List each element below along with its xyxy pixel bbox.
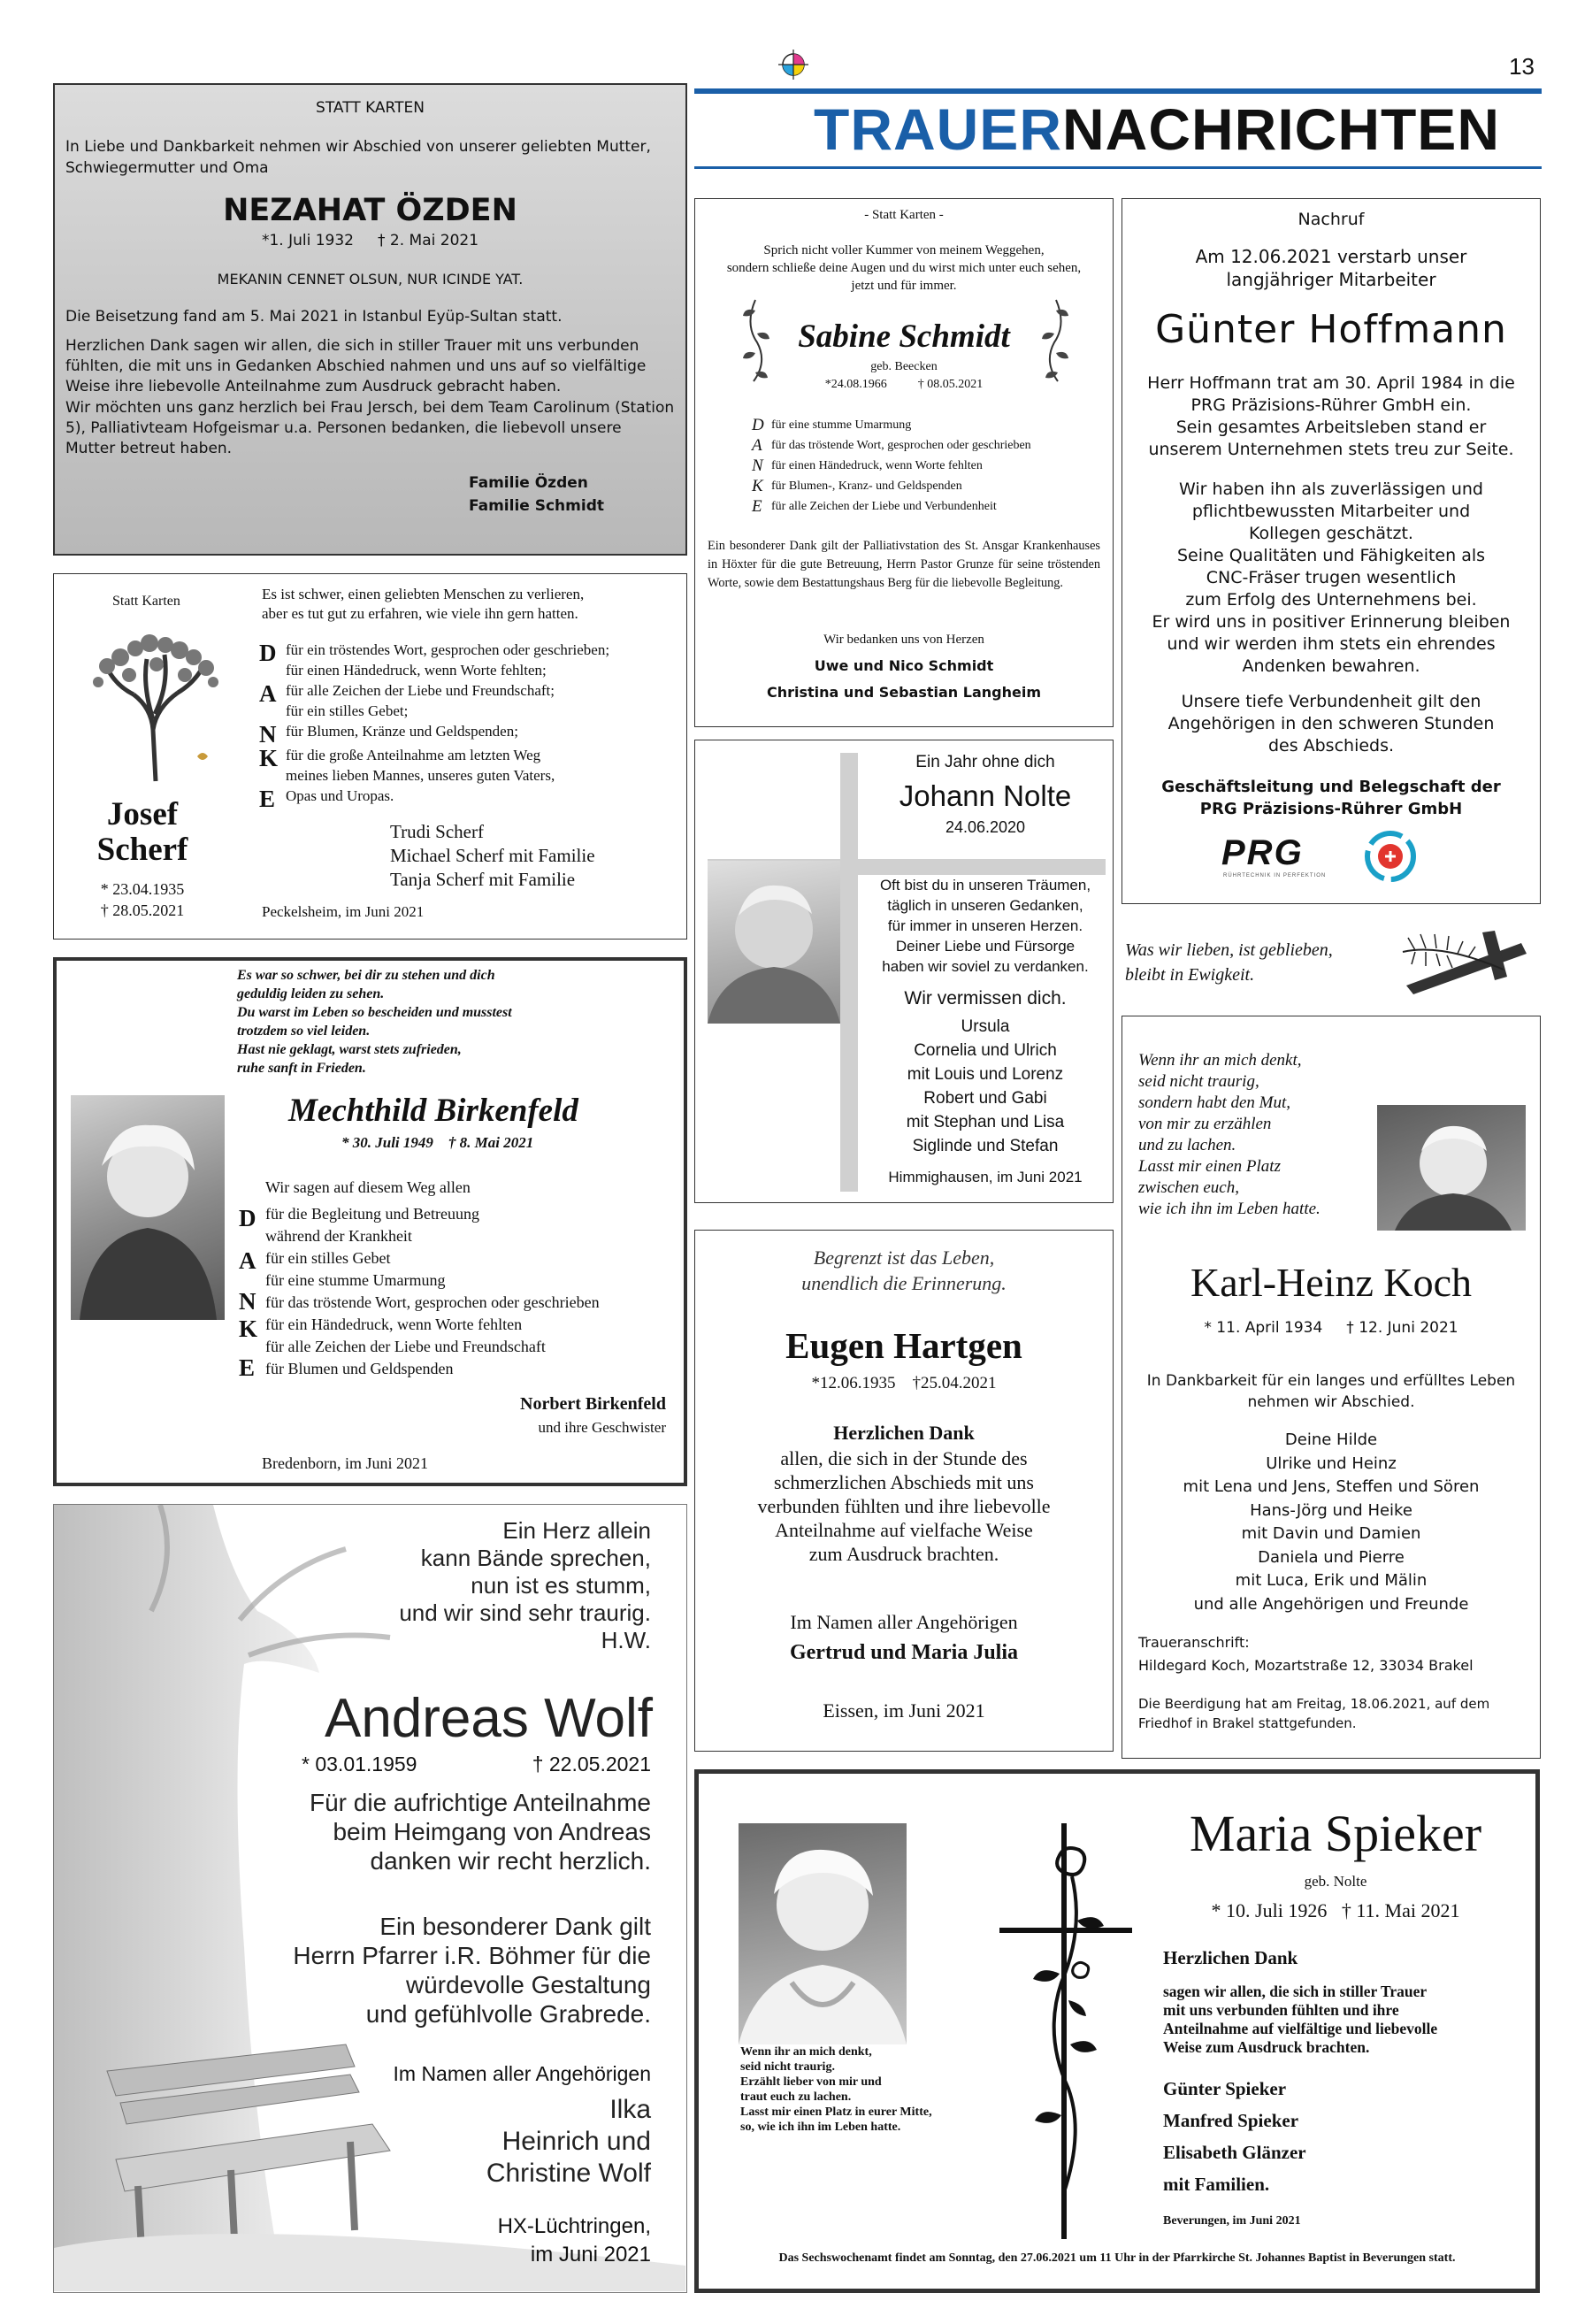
birkenfeld-sign-2: und ihre Geschwister bbox=[538, 1419, 666, 1436]
intro-line: nehmen wir Abschied. bbox=[1247, 1393, 1415, 1411]
danke-group-e bbox=[259, 786, 609, 812]
danke-row bbox=[752, 496, 1031, 517]
hoffmann-p1 bbox=[1122, 372, 1540, 461]
koch-dates: * 11. April 1934 † 12. Juni 2021 bbox=[1204, 1319, 1458, 1337]
hartgen-in-name: Im Namen aller Angehörigen bbox=[790, 1611, 1018, 1633]
text-line: pflichtbewussten Mitarbeiter und bbox=[1191, 502, 1471, 521]
signer: Christine Wolf bbox=[486, 2159, 651, 2188]
ozden-sign-2: Familie Schmidt bbox=[469, 497, 604, 515]
spieker-thanks-title: Herzlichen Dank bbox=[1163, 1947, 1298, 1968]
poem-line: seid nicht traurig, bbox=[1138, 1072, 1259, 1091]
ozden-funeral: Die Beisetzung fand am 5. Mai 2021 in Istanbul Eyüp-Sultan statt. bbox=[65, 308, 563, 326]
schmidt-special: Ein besonderer Dank gilt der Palliativstation des St. Ansgar Krankenhauses in Höxter für die gute Betreuung, Herrn Pastor Grunze für seine tröstenden Worte, sowie dem Bestattungshaus Berg für die liebevolle Begleitung. bbox=[708, 539, 1100, 590]
poem-line: Lasst mir einen Platz in eurer Mitte, bbox=[740, 2105, 932, 2119]
scherf-born: * 23.04.1935 bbox=[100, 880, 185, 898]
signer: mit Louis und Lorenz bbox=[907, 1065, 1064, 1084]
signer: Cornelia und Ulrich bbox=[914, 1041, 1057, 1060]
thanks-line: allen, die sich in der Stunde des bbox=[780, 1447, 1028, 1469]
masthead-rule bbox=[694, 88, 1542, 94]
schmidt-name: Sabine Schmidt bbox=[798, 318, 1010, 355]
spieker-thanks bbox=[1163, 1983, 1437, 2057]
danke-letter: N bbox=[259, 721, 277, 748]
text-line: Kollegen geschätzt. bbox=[1249, 524, 1413, 543]
nolte-heading: Ein Jahr ohne dich bbox=[915, 753, 1055, 771]
signer: mit Stephan und Lisa bbox=[906, 1113, 1065, 1131]
poem-line: sondern schließe deine Augen und du wirst mich unter euch sehen, bbox=[726, 261, 1082, 275]
scherf-signers bbox=[390, 820, 595, 892]
text-line: Wir haben ihn als zuverlässigen und bbox=[1178, 479, 1483, 499]
birkenfeld-name: Mechthild Birkenfeld bbox=[288, 1093, 578, 1129]
danke-group-n bbox=[259, 721, 609, 748]
poem-line: geduldig leiden zu sehen. bbox=[237, 986, 385, 1001]
spieker-nee: geb. Nolte bbox=[1304, 1873, 1367, 1890]
thanks-line: sagen wir allen, die sich in stiller Trauer bbox=[1163, 1983, 1428, 2000]
thanks-line: zum Ausdruck brachten. bbox=[808, 1543, 999, 1565]
signer: Robert und Gabi bbox=[923, 1089, 1047, 1108]
poem-line: Wenn ihr an mich denkt, bbox=[1138, 1051, 1302, 1070]
danke-group-e bbox=[239, 1354, 600, 1381]
special-line: und gefühlvolle Grabrede. bbox=[365, 2000, 651, 2028]
hoffmann-p3 bbox=[1122, 691, 1540, 757]
sign-line: PRG Präzisions-Rührer GmbH bbox=[1199, 800, 1463, 818]
ad-scherf bbox=[53, 573, 687, 940]
hoffmann-heading: Nachruf bbox=[1298, 210, 1365, 229]
danke-letter: E bbox=[752, 497, 762, 516]
poem-line: Oft bist du in unseren Träumen, bbox=[879, 877, 1091, 894]
signer: Trudi Scherf bbox=[390, 821, 484, 842]
signer: Heinrich und bbox=[501, 2127, 651, 2156]
danke-line: für ein stilles Gebet; bbox=[286, 702, 409, 719]
danke-line: für die große Anteilnahme am letzten Weg bbox=[286, 747, 541, 763]
ad-schmidt bbox=[694, 198, 1114, 727]
schmidt-heading: - Statt Karten - bbox=[864, 208, 944, 222]
poem-line: nun ist es stumm, bbox=[471, 1572, 651, 1599]
birkenfeld-danke bbox=[239, 1203, 600, 1380]
masthead-title-part2: NACHRICHTEN bbox=[1062, 96, 1500, 162]
intro-line: langjähriger Mitarbeiter bbox=[1226, 269, 1436, 290]
funeral-line: Die Beerdigung hat am Freitag, 18.06.2021, auf dem bbox=[1138, 1696, 1490, 1712]
scherf-intro-line: Es ist schwer, einen geliebten Menschen zu verlieren, bbox=[262, 586, 585, 602]
danke-line: für einen Händedruck, wenn Worte fehlten bbox=[771, 459, 983, 472]
scherf-last-name: Scherf bbox=[96, 832, 188, 868]
schmidt-poem bbox=[695, 242, 1113, 295]
spieker-place: Beverungen, im Juni 2021 bbox=[1163, 2214, 1301, 2228]
poem-line: so, wie ich ihn im Leben hatte. bbox=[740, 2121, 901, 2134]
spieker-dates: * 10. Juli 1926 † 11. Mai 2021 bbox=[1211, 1899, 1460, 1921]
signer: mit Lena und Jens, Steffen und Sören bbox=[1183, 1477, 1480, 1496]
danke-letter: N bbox=[239, 1288, 256, 1315]
signer: und alle Angehörigen und Freunde bbox=[1193, 1594, 1469, 1614]
quote-line: bleibt in Ewigkeit. bbox=[1125, 965, 1255, 985]
wolf-born: * 03.01.1959 bbox=[302, 1753, 417, 1776]
danke-line: für Blumen und Geldspenden bbox=[265, 1360, 454, 1377]
hoffmann-intro bbox=[1122, 245, 1540, 291]
scherf-died: † 28.05.2021 bbox=[100, 901, 185, 919]
text-line: zum Erfolg des Unternehmens bei. bbox=[1185, 590, 1477, 610]
danke-line: für Blumen-, Kranz- und Geldspenden bbox=[771, 479, 962, 493]
spieker-photo bbox=[739, 1823, 907, 2044]
text-line: Andenken bewahren. bbox=[1242, 656, 1420, 676]
poem-line: trotzdem so viel leiden. bbox=[237, 1024, 371, 1039]
hartgen-dates: *12.06.1935 †25.04.2021 bbox=[811, 1374, 997, 1392]
nolte-date: 24.06.2020 bbox=[945, 818, 1026, 836]
poem-line: haben wir soviel zu verdanken. bbox=[882, 958, 1089, 975]
place-line: HX-Lüchtringen, bbox=[497, 2214, 651, 2238]
danke-letter: E bbox=[239, 1354, 256, 1381]
danke-line: für das tröstende Wort, gesprochen oder geschrieben bbox=[771, 439, 1031, 452]
text-line: Er wird uns in positiver Erinnerung bleiben bbox=[1152, 612, 1511, 632]
thanks-line: Weise zum Ausdruck brachten. bbox=[1163, 2038, 1370, 2056]
poem-line: für immer in unseren Herzen. bbox=[887, 917, 1083, 934]
intro-line: Am 12.06.2021 verstarb unser bbox=[1195, 246, 1467, 267]
danke-line: für alle Zeichen der Liebe und Verbundenheit bbox=[771, 500, 997, 513]
wolf-died: † 22.05.2021 bbox=[532, 1753, 651, 1776]
danke-group-k bbox=[239, 1314, 600, 1358]
danke-line: für ein tröstendes Wort, gesprochen oder geschrieben; bbox=[286, 641, 610, 658]
poem-line: jetzt und für immer. bbox=[851, 279, 957, 293]
place-line: im Juni 2021 bbox=[530, 2243, 651, 2266]
poem-line: und wir sind sehr traurig. bbox=[399, 1599, 651, 1626]
schmidt-dates: *24.08.1966 † 08.05.2021 bbox=[824, 378, 984, 391]
text-line: des Abschieds. bbox=[1267, 736, 1395, 755]
danke-line: für einen Händedruck, wenn Worte fehlten; bbox=[286, 662, 547, 679]
danke-line: für die Begleitung und Betreuung bbox=[265, 1205, 479, 1223]
poem-line: zwischen euch, bbox=[1138, 1178, 1239, 1197]
spieker-mass: Das Sechswochenamt findet am Sonntag, den 27.06.2021 um 11 Uhr in der Pfarrkirche St. Johannes Baptist in Beverungen statt. bbox=[778, 2251, 1456, 2265]
poem-line: Wenn ihr an mich denkt, bbox=[740, 2045, 872, 2059]
schmidt-nee: geb. Beecken bbox=[870, 360, 938, 373]
birkenfeld-photo bbox=[71, 1095, 225, 1320]
wolf-in-name: Im Namen aller Angehörigen bbox=[393, 2062, 651, 2085]
ad-hoffmann bbox=[1122, 198, 1541, 904]
signer: Hans-Jörg und Heike bbox=[1250, 1500, 1412, 1520]
danke-line: für eine stumme Umarmung bbox=[265, 1271, 446, 1289]
special-line: Ein besonderer Dank gilt bbox=[379, 1913, 651, 1940]
poem-line: von mir zu erzählen bbox=[1138, 1115, 1272, 1133]
special-line: Herrn Pfarrer i.R. Böhmer für die bbox=[293, 1942, 651, 1969]
poem-line: seid nicht traurig. bbox=[740, 2060, 835, 2074]
ad-koch bbox=[1122, 1016, 1541, 1759]
ozden-thanks-2: Wir möchten uns ganz herzlich bei Frau Jersch, bei dem Team Carolinum (Station 5), Palliativteam Hofgeismar u.a. Personen bedanken, die liebevoll unsere Mutter betreut haben. bbox=[65, 399, 675, 457]
danke-group-d bbox=[239, 1203, 600, 1247]
danke-line: für alle Zeichen der Liebe und Freundschaft; bbox=[286, 682, 555, 699]
page-number: 13 bbox=[1509, 53, 1535, 80]
nolte-signers bbox=[858, 1015, 1113, 1158]
signer: Daniela und Pierre bbox=[1258, 1547, 1405, 1567]
danke-letter: E bbox=[259, 786, 276, 812]
masthead-title-part1: TRAUER bbox=[814, 96, 1062, 162]
scherf-heading: Statt Karten bbox=[112, 594, 180, 609]
wolf-special bbox=[293, 1912, 651, 2029]
koch-photo bbox=[1377, 1105, 1526, 1231]
koch-funeral bbox=[1138, 1694, 1489, 1733]
danke-letter: A bbox=[752, 436, 762, 455]
signer: Günter Spieker bbox=[1163, 2078, 1287, 2099]
danke-group-n bbox=[239, 1288, 600, 1315]
hartgen-poem bbox=[695, 1245, 1113, 1296]
scherf-place: Peckelsheim, im Juni 2021 bbox=[262, 903, 425, 920]
scherf-danke bbox=[259, 640, 610, 812]
wolf-signers bbox=[486, 2094, 651, 2190]
nolte-name: Johann Nolte bbox=[899, 779, 1072, 812]
text-line: PRG Präzisions-Rührer GmbH ein. bbox=[1190, 395, 1472, 415]
nolte-miss: Wir vermissen dich. bbox=[904, 988, 1067, 1009]
cross-rose-icon bbox=[999, 1823, 1132, 2239]
signer: Deine Hilde bbox=[1284, 1430, 1378, 1449]
koch-intro bbox=[1122, 1370, 1540, 1413]
ozden-thanks: Herzlichen Dank sagen wir allen, die sich in stiller Trauer mit uns verbunden fühlten, die mit uns in Gedanken Abschied nahmen und uns auf so vielfältige Weise ihre liebevolle Anteilnahme zum Ausdruck gebracht haben. bbox=[65, 337, 647, 395]
ozden-intro: In Liebe und Dankbarkeit nehmen wir Abschied von unserer geliebten Mutter, Schwiegermutter und Oma bbox=[65, 138, 651, 177]
ozden-dates: *1. Juli 1932 † 2. Mai 2021 bbox=[261, 232, 479, 249]
spieker-signers bbox=[1163, 2073, 1306, 2200]
danke-letter: K bbox=[752, 477, 763, 495]
prg-logo-text: PRG bbox=[1221, 833, 1304, 872]
text-line: Seine Qualitäten und Fähigkeiten als bbox=[1176, 546, 1486, 565]
birkenfeld-place: Bredenborn, im Juni 2021 bbox=[262, 1454, 428, 1472]
thanks-line: beim Heimgang von Andreas bbox=[333, 1818, 651, 1845]
danke-line: für ein Händedruck, wenn Worte fehlten bbox=[265, 1315, 523, 1333]
hartgen-thanks-title: Herzlichen Dank bbox=[833, 1422, 975, 1444]
quote-line: Was wir lieben, ist geblieben, bbox=[1125, 940, 1333, 960]
signer: Ursula bbox=[961, 1017, 1010, 1036]
hartgen-thanks bbox=[695, 1446, 1113, 1566]
hoffmann-p2 bbox=[1122, 479, 1540, 678]
signer: mit Familien. bbox=[1163, 2174, 1270, 2195]
thanks-line: Für die aufrichtige Anteilnahme bbox=[310, 1789, 651, 1816]
danke-group-d bbox=[259, 640, 609, 680]
text-line: unserem Unternehmen stets treu zur Seite. bbox=[1148, 440, 1514, 459]
text-line: Angehörigen in den schweren Stunden bbox=[1167, 714, 1495, 733]
signer: Tanja Scherf mit Familie bbox=[390, 869, 576, 890]
danke-line: während der Krankheit bbox=[265, 1227, 412, 1245]
ad-nolte bbox=[694, 740, 1114, 1203]
danke-letter: K bbox=[239, 1315, 258, 1342]
signer: mit Davin und Damien bbox=[1241, 1524, 1421, 1543]
wolf-thanks bbox=[310, 1788, 651, 1875]
danke-letter: K bbox=[259, 745, 279, 771]
danke-line: meines lieben Mannes, unseres guten Vaters, bbox=[286, 767, 555, 784]
poem-line: Begrenzt ist das Leben, bbox=[813, 1246, 995, 1269]
tree-icon bbox=[80, 624, 231, 783]
danke-letter: A bbox=[239, 1247, 256, 1274]
danke-letter: D bbox=[752, 416, 764, 434]
danke-group-a bbox=[239, 1247, 600, 1292]
koch-address-label: Traueranschrift: bbox=[1138, 1634, 1250, 1651]
poem-line: ruhe sanft in Frieden. bbox=[237, 1061, 366, 1076]
poem-line: kann Bände sprechen, bbox=[420, 1545, 651, 1571]
schmidt-thanks: Wir bedanken uns von Herzen bbox=[823, 633, 984, 647]
thanks-line: Anteilnahme auf vielfache Weise bbox=[775, 1519, 1033, 1541]
poem-line: Ein Herz allein bbox=[502, 1517, 651, 1544]
text-line: Sein gesamtes Arbeitsleben stand er bbox=[1175, 418, 1487, 437]
signer: Manfred Spieker bbox=[1163, 2110, 1299, 2131]
ad-birkenfeld bbox=[53, 957, 687, 1486]
koch-signers bbox=[1122, 1429, 1540, 1616]
nolte-photo bbox=[708, 861, 840, 1024]
danke-letter: D bbox=[259, 640, 277, 666]
ad-ozden bbox=[53, 83, 687, 556]
ozden-sign-1: Familie Özden bbox=[469, 474, 588, 492]
signer: Ilka bbox=[609, 2095, 651, 2124]
schmidt-sign-2: Christina und Sebastian Langheim bbox=[767, 684, 1041, 701]
birkenfeld-way: Wir sagen auf diesem Weg allen bbox=[265, 1178, 471, 1196]
hartgen-name: Eugen Hartgen bbox=[785, 1325, 1022, 1366]
ad-wolf bbox=[53, 1504, 687, 2293]
danke-line: für das tröstende Wort, gesprochen oder geschrieben bbox=[265, 1293, 600, 1311]
poem-line: Lasst mir einen Platz bbox=[1138, 1157, 1281, 1176]
ozden-name: NEZAHAT ÖZDEN bbox=[223, 193, 517, 228]
poem-line: Du warst im Leben so bescheiden und musstest bbox=[237, 1005, 512, 1020]
poem-line: Deiner Liebe und Fürsorge bbox=[895, 938, 1076, 955]
text-line: und wir werden ihm stets ein ehrendes bbox=[1167, 634, 1496, 654]
wolf-place bbox=[498, 2213, 651, 2269]
poem-line: sondern habt den Mut, bbox=[1138, 1093, 1291, 1112]
danke-row bbox=[752, 415, 1031, 435]
signer: Michael Scherf mit Familie bbox=[390, 845, 595, 866]
danke-line: für ein stilles Gebet bbox=[265, 1249, 391, 1267]
nolte-poem bbox=[858, 875, 1113, 977]
thanks-line: schmerzlichen Abschieds mit uns bbox=[774, 1471, 1034, 1493]
scherf-first-name: Josef bbox=[106, 796, 179, 832]
cross-palm-icon bbox=[1397, 925, 1539, 994]
scherf-intro-line: aber es tut gut zu erfahren, wie viele ihn gern hatten. bbox=[262, 605, 578, 622]
ad-hartgen bbox=[694, 1230, 1114, 1752]
hoffmann-sign bbox=[1122, 776, 1540, 820]
koch-poem bbox=[1138, 1050, 1321, 1220]
wolf-name: Andreas Wolf bbox=[324, 1688, 653, 1749]
danke-row bbox=[752, 476, 1031, 496]
birkenfeld-dates: * 30. Juli 1949 † 8. Mai 2021 bbox=[341, 1134, 534, 1151]
ad-spieker bbox=[694, 1769, 1540, 2293]
danke-group-k bbox=[259, 745, 609, 786]
danke-row bbox=[752, 435, 1031, 456]
ozden-prayer: MEKANIN CENNET OLSUN, NUR ICINDE YAT. bbox=[217, 271, 524, 288]
special-line: würdevolle Gestaltung bbox=[405, 1971, 651, 1998]
danke-row bbox=[752, 456, 1031, 476]
registration-mark-icon bbox=[778, 50, 808, 80]
signer: Elisabeth Glänzer bbox=[1163, 2142, 1306, 2163]
intro-line: In Dankbarkeit für ein langes und erfülltes Leben bbox=[1146, 1372, 1516, 1390]
text-line: CNC-Fräser trugen wesentlich bbox=[1206, 568, 1457, 587]
danke-line: für Blumen, Kränze und Geldspenden; bbox=[286, 723, 518, 740]
thanks-line: verbunden fühlten und ihre liebevolle bbox=[757, 1495, 1051, 1517]
thanks-line: Anteilnahme auf vielfältige und liebevolle bbox=[1163, 2020, 1438, 2037]
wolf-poem bbox=[399, 1517, 651, 1654]
cross-vertical bbox=[840, 753, 858, 1192]
thanks-line: danken wir recht herzlich. bbox=[370, 1847, 651, 1875]
poem-line: wie ich ihn im Leben hatte. bbox=[1138, 1200, 1321, 1218]
signer: Ulrike und Heinz bbox=[1266, 1453, 1397, 1473]
sign-line: Geschäftsleitung und Belegschaft der bbox=[1161, 778, 1501, 796]
danke-group-a bbox=[259, 680, 609, 721]
scherf-intro bbox=[262, 585, 584, 624]
birkenfeld-poem bbox=[237, 966, 512, 1078]
hoffmann-name: Günter Hoffmann bbox=[1155, 307, 1507, 352]
koch-address: Hildegard Koch, Mozartstraße 12, 33034 Brakel bbox=[1138, 1657, 1474, 1674]
birkenfeld-sign: Norbert Birkenfeld bbox=[520, 1394, 666, 1414]
text-line: Herr Hoffmann trat am 30. April 1984 in die bbox=[1147, 373, 1515, 393]
poem-line: Es war so schwer, bei dir zu stehen und dich bbox=[237, 968, 495, 983]
danke-letter: D bbox=[239, 1205, 256, 1231]
funeral-line: Friedhof in Brakel stattgefunden. bbox=[1138, 1715, 1357, 1731]
masthead-title bbox=[814, 97, 1500, 161]
text-line: Unsere tiefe Verbundenheit gilt den bbox=[1181, 692, 1481, 711]
danke-letter: A bbox=[259, 680, 277, 707]
spieker-poem bbox=[740, 2044, 932, 2135]
danke-line: für alle Zeichen der Liebe und Freundschaft bbox=[265, 1338, 546, 1355]
signer: Siglinde und Stefan bbox=[912, 1137, 1059, 1155]
thanks-line: mit uns verbunden fühlten und ihre bbox=[1163, 2001, 1399, 2019]
hartgen-sign: Gertrud und Maria Julia bbox=[789, 1641, 1018, 1664]
poem-line: Erzählt lieber von mir und bbox=[740, 2075, 882, 2089]
schmidt-sign-1: Uwe und Nico Schmidt bbox=[814, 657, 994, 674]
poem-line: Sprich nicht voller Kummer von meinem Weggehen, bbox=[763, 243, 1045, 257]
poem-line: traut euch zu lachen. bbox=[740, 2090, 852, 2104]
koch-name: Karl-Heinz Koch bbox=[1190, 1260, 1473, 1305]
poem-line: Hast nie geklagt, warst stets zufrieden, bbox=[237, 1042, 462, 1057]
signer: mit Luca, Erik und Mälin bbox=[1235, 1571, 1428, 1590]
prg-logo-subtitle: RÜHRTECHNIK IN PERFEKTION bbox=[1223, 873, 1327, 878]
schmidt-danke bbox=[752, 415, 1031, 517]
poem-line: täglich in unseren Gedanken, bbox=[887, 897, 1083, 914]
danke-line: für eine stumme Umarmung bbox=[771, 418, 912, 432]
spieker-name: Maria Spieker bbox=[1189, 1805, 1482, 1862]
prg-logo-icon bbox=[1359, 829, 1421, 884]
nolte-place: Himmighausen, im Juni 2021 bbox=[888, 1169, 1083, 1185]
hartgen-place: Eissen, im Juni 2021 bbox=[823, 1699, 985, 1722]
ozden-heading: STATT KARTEN bbox=[316, 99, 425, 117]
poem-line: H.W. bbox=[601, 1627, 651, 1653]
danke-letter: N bbox=[752, 456, 763, 475]
masthead-underline bbox=[694, 166, 1542, 169]
poem-line: unendlich die Erinnerung. bbox=[801, 1272, 1007, 1294]
danke-line: Opas und Uropas. bbox=[286, 787, 394, 804]
lieben-quote bbox=[1125, 938, 1333, 987]
poem-line: und zu lachen. bbox=[1138, 1136, 1236, 1154]
